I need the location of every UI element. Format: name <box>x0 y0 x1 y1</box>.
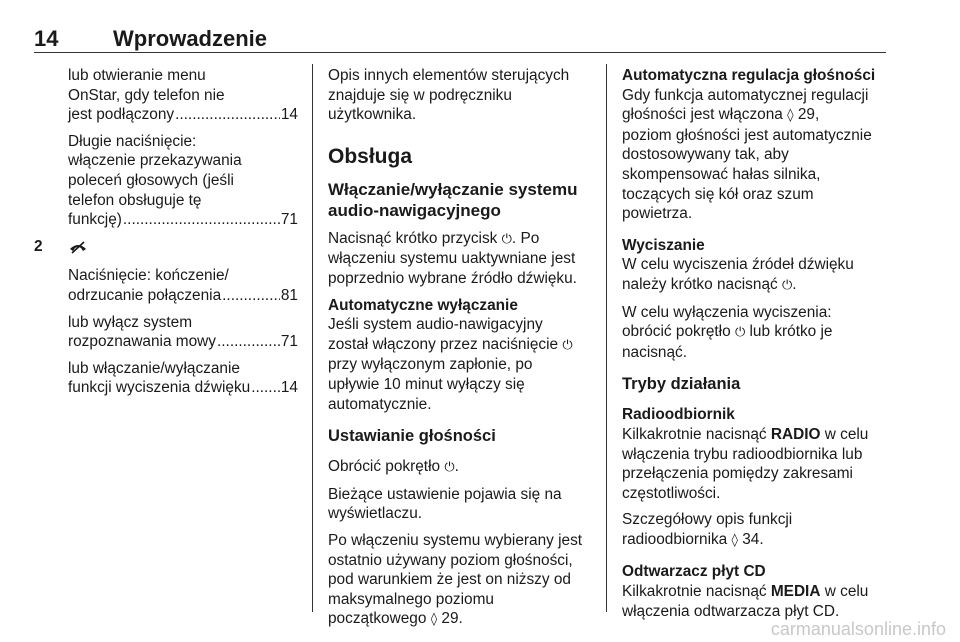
item-number: 2 <box>34 237 43 255</box>
reference-icon: ◊ <box>731 532 738 548</box>
page-header <box>34 26 886 50</box>
list-item-number <box>34 237 298 257</box>
paragraph: Kilkakrotnie nacisnąć MEDIA w celu włączenia odtwarzacza płyt CD. <box>622 583 869 620</box>
page-ref: 14 <box>280 379 298 397</box>
topic-heading: Radioodbiornik <box>622 406 735 424</box>
page-number: 14 <box>34 26 59 51</box>
reference-icon: ◊ <box>430 612 438 628</box>
paragraph: Szczegółowy opis funkcji radioodbiornika ◊ 34. <box>622 511 793 548</box>
watermark: carmanualsonline.info <box>770 619 946 639</box>
paragraph: Bieżące ustawienie pojawia się na wyświetlaczu. <box>328 485 562 523</box>
section-heading: Obsługa <box>328 144 413 168</box>
section-heading: Ustawianie głośności <box>328 427 496 446</box>
paragraph: W celu wyciszenia źródeł dźwięku należy krótko nacisnąć ⏻. <box>622 256 854 293</box>
media-button-label: MEDIA <box>770 583 821 601</box>
paragraph: W celu wyłączenia wyciszenia: obrócić pokrętło ⏻ lub krótko je nacisnąć. <box>622 303 833 361</box>
topic-heading: Odtwarzacz płyt CD <box>622 563 766 581</box>
page-ref: 14 <box>280 106 298 124</box>
column-3 <box>622 66 888 628</box>
power-icon: ⏻ <box>562 337 573 353</box>
topic-heading: Wyciszanie <box>622 236 705 254</box>
page-title: Wprowadzenie <box>113 26 268 51</box>
power-icon: ⏻ <box>501 231 512 247</box>
header-rule <box>34 52 886 53</box>
power-icon: ⏻ <box>444 460 455 476</box>
reference-icon: ◊ <box>787 108 794 124</box>
phone-hangup-icon <box>68 240 88 254</box>
page-ref: 71 <box>280 211 298 229</box>
topic-heading: Automatyczne wyłączanie <box>328 296 518 314</box>
topic-heading: Automatyczna regulacja głośności <box>622 67 876 84</box>
column-1 <box>34 66 298 405</box>
list-item: Długie naciśnięcie: włączenie przekazywania poleceń głosowych (jeśli telefon obsługuje tę funkcję) ..... 71 <box>34 132 298 230</box>
paragraph: Gdy funkcja automatycznej regulacji głośności jest włączona ◊ 29, poziom głośności jest automatycznie dostosowywany tak, aby skompensować hałas silnika, toczących się kół oraz szum powietrza. <box>622 86 872 223</box>
list-item: lub wyłącz system rozpoznawania mowy ..... 71 <box>34 313 298 352</box>
power-icon: ⏻ <box>781 277 793 293</box>
paragraph: Kilkakrotnie nacisnąć RADIO w celu włączenia trybu radioodbiornika lub przełączenia pomiędzy zakresami częstotliwości. <box>622 425 869 502</box>
subsection-heading: Włączanie/wyłączanie systemu audio-nawigacyjnego <box>328 179 578 220</box>
power-icon: ⏻ <box>734 325 746 341</box>
section-heading: Tryby działania <box>622 375 741 394</box>
paragraph: Obrócić pokrętło ⏻. <box>328 458 459 476</box>
page-ref: 81 <box>280 286 298 304</box>
list-item: Naciśnięcie: kończenie/ odrzucanie połączenia ..... 81 <box>34 266 298 305</box>
column-divider-1 <box>312 64 313 612</box>
column-2 <box>328 66 594 637</box>
paragraph: Po włączeniu systemu wybierany jest ostatnio używany poziom głośności, pod warunkiem że jest on niższy od maksymalnego poziomu początkowego ◊ 29. <box>328 531 583 628</box>
page-ref: 71 <box>280 333 298 351</box>
paragraph: Jeśli system audio-nawigacyjny został włączony przez naciśnięcie ⏻ przy wyłączonym zapłonie, po upływie 10 minut wyłączy się automatycznie. <box>328 316 573 413</box>
list-item: lub włączanie/wyłączanie funkcji wyciszenia dźwięku ..... 14 <box>34 359 298 398</box>
column-divider-2 <box>606 64 607 612</box>
list-item: lub otwieranie menu OnStar, gdy telefon nie jest podłączony ..... 14 <box>34 66 298 125</box>
paragraph: Nacisnąć krótko przycisk ⏻. Po włączeniu systemu uaktywniane jest poprzednio wybrane źródło dźwięku. <box>328 229 577 287</box>
radio-button-label: RADIO <box>770 425 821 443</box>
paragraph: Opis innych elementów sterujących znajduje się w podręczniku użytkownika. <box>328 67 570 124</box>
